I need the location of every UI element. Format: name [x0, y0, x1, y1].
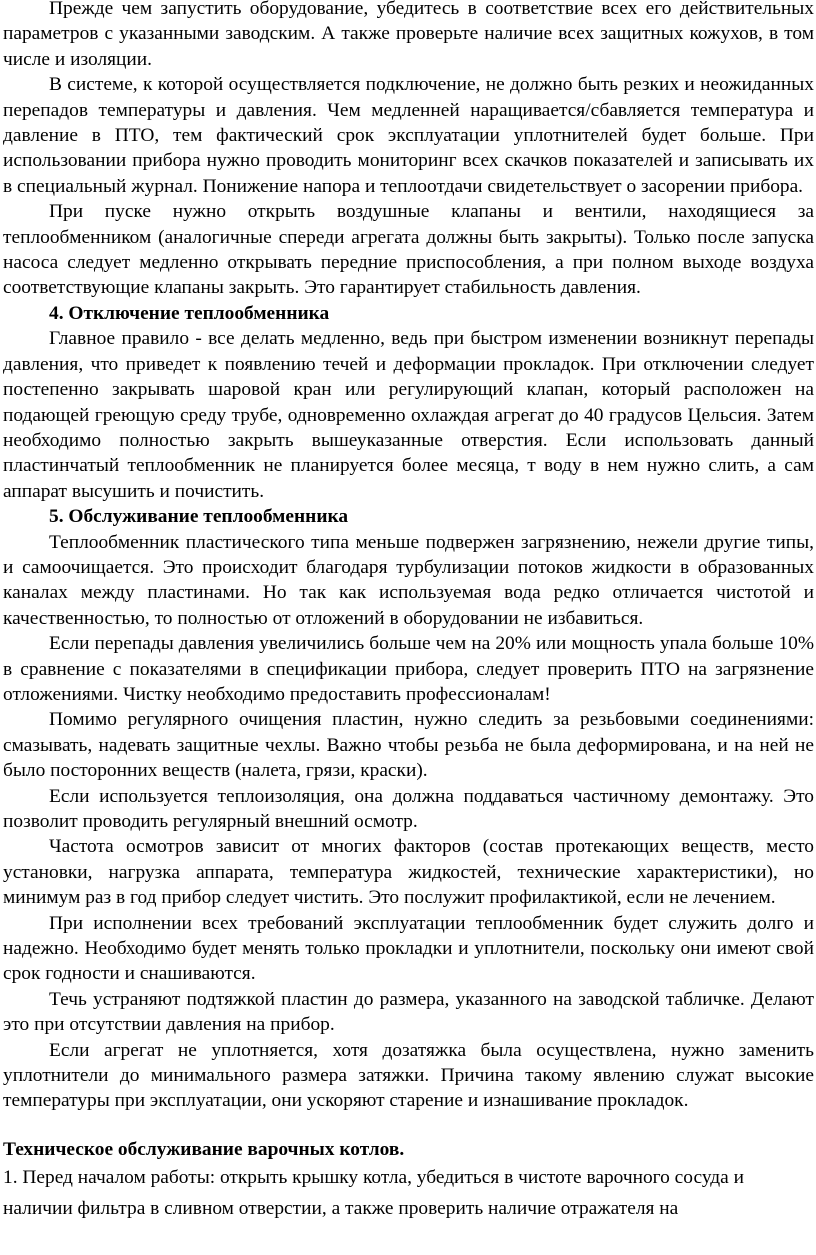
- paragraph: Если агрегат не уплотняется, хотя дозатяжка была осуществлена, нужно заменить уплотнители до минимального размера затяжки. Причина такому явлению служат высокие температуры при эксплуатации, они ускоряют старение и изнашивание прокладок.: [3, 1039, 814, 1112]
- paragraph: В системе, к которой осуществляется подключение, не должно быть резких и неожиданных перепадов температуры и давления. Чем медленней наращивается/сбавляется температура и давление в ПТО, тем фактический срок эксплуатации уплотнителей будет больше. При использовании прибора нужно проводить мониторинг всех скачков показателей и записывать их в специальный журнал. Понижение напора и теплоотдачи свидетельствует о засорении прибора.: [3, 74, 814, 197]
- paragraph: Помимо регулярного очищения пластин, нужно следить за резьбовыми соединениями: смазывать, надевать защитные чехлы. Важно чтобы резьба не была деформирована, и на ней не было посторонних веществ (налета, грязи, краски).: [3, 709, 814, 782]
- paragraph: Прежде чем запустить оборудование, убедитесь в соответствие всех его действительных параметров с указанными заводским. А также проверьте наличие всех защитных кожухов, в том числе и изоляции.: [3, 0, 814, 70]
- paragraph: Главное правило - все делать медленно, ведь при быстром изменении возникнут перепады давления, что приведет к появлению течей и деформации прокладок. При отключении следует постепенно закрывать шаровой кран или регулирующий клапан, который расположен на подающей греющую среду трубе, одновременно охлаждая агрегат до 40 градусов Цельсия. Затем необходимо полностью закрыть вышеуказанные отверстия. Если использовать данный пластинчатый теплообменник не планируется более месяца, т воду в нем нужно слить, а сам аппарат высушить и почистить.: [3, 328, 814, 502]
- section-heading: 4. Отключение теплообменника: [49, 302, 330, 324]
- paragraph: Если перепады давления увеличились больше чем на 20% или мощность упала больше 10% в сравнение с показателями в спецификации прибора, следует проверить ПТО на загрязнение отложениями. Чистку необходимо предоставить профессионалам!: [3, 633, 814, 705]
- paragraph: Теплообменник пластического типа меньше подвержен загрязнению, нежели другие типы, и самоочищается. Это происходит благодаря турбулизации потоков жидкости в образованных каналах между пластинами. Но так как используемая вода редко отличается чистотой и качественностью, то полностью от отложений в оборудовании не избавиться.: [3, 531, 814, 629]
- paragraph: При исполнении всех требований эксплуатации теплообменник будет служить долго и надежно. Необходимо будет менять только прокладки и уплотнители, поскольку они имеют свой срок годности и снашиваются.: [3, 912, 814, 985]
- paragraph: Течь устраняют подтяжкой пластин до размера, указанного на заводской табличке. Делают это при отсутствии давления на прибор.: [3, 988, 814, 1036]
- document-page: [3, 0, 814, 1224]
- paragraph: Частота осмотров зависит от многих факторов (состав протекающих веществ, место установки, нагрузка аппарата, температура жидкостей, технические характеристики), но минимум раз в год прибор следует чистить. Это послужит профилактикой, если не лечением.: [3, 836, 814, 909]
- paragraph: Если используется теплоизоляция, она должна поддаваться частичному демонтажу. Это позволит проводить регулярный внешний осмотр.: [3, 785, 814, 832]
- list-item: 1. Перед началом работы: открыть крышку котла, убедиться в чистоте варочного сосуда и наличии фильтра в сливном отверстии, а также проверить наличие отражателя на: [3, 1167, 744, 1220]
- section-heading-boilers: Техническое обслуживание варочных котлов.: [3, 1138, 405, 1160]
- paragraph: При пуске нужно открыть воздушные клапаны и вентили, находящиеся за теплообменником (аналогичные спереди агрегата должны быть закрыты). Только после запуска насоса следует медленно открывать передние приспособления, а при полном выходе воздуха соответствующие клапаны закрыть. Это гарантирует стабильность давления.: [3, 201, 814, 299]
- section-heading: 5. Обслуживание теплообменника: [49, 506, 349, 528]
